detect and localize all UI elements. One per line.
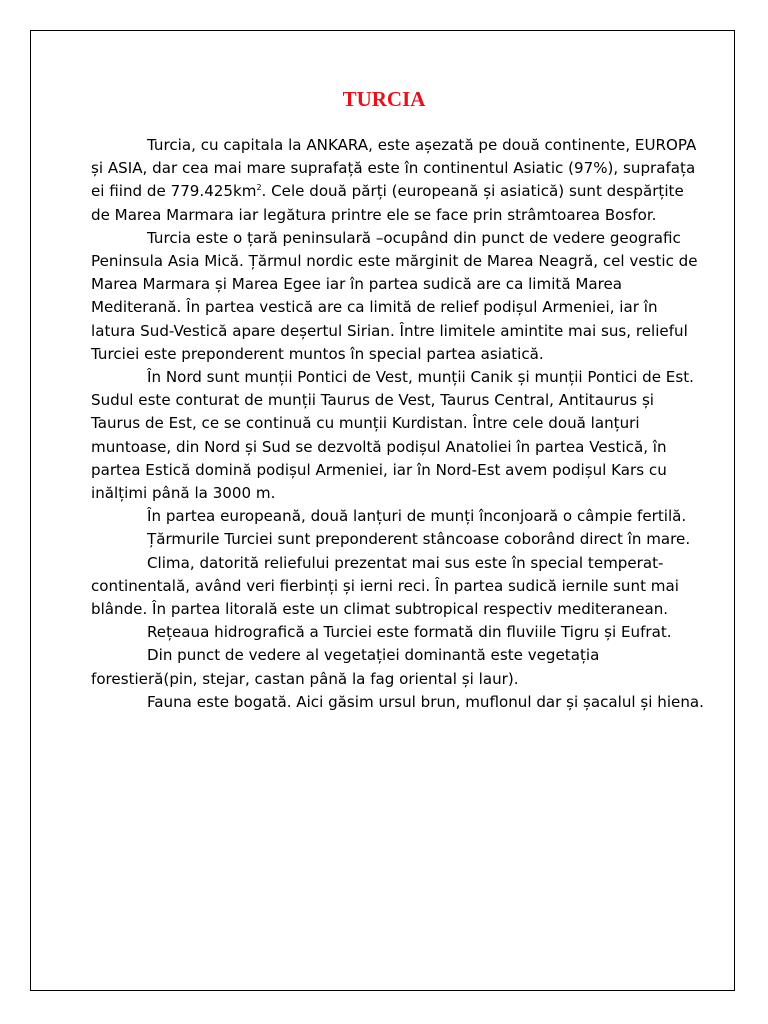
paragraph-coastline: Țărmurile Turciei sunt preponderent stâncoase coborând direct în mare. <box>147 530 691 549</box>
paragraph-mountains: În Nord sunt munții Pontici de Vest, munții Canik și munții Pontici de Est. Sudul este conturat de munții Taurus de Vest, Taurus Central, Antitaurus și Taurus de Est, ce se continuă cu munții Kurdistan. Între cele două lanțuri muntoase, din Nord și Sud se dezvoltă podișul Anatoliei în partea Vestică, în partea Estică domină podișul Armeniei, iar în Nord-Est avem podișul Kars cu inălțimi până la 3000 m. <box>91 368 694 503</box>
paragraph-vegetation: Din punct de vedere al vegetației dominantă este vegetația forestieră(pin, stejar, castan până la fag oriental și laur). <box>91 646 600 688</box>
paragraph-fauna: Fauna este bogată. Aici găsim ursul brun, muflonul dar și șacalul și hiena. <box>147 692 704 711</box>
paragraph-climate: Clima, datorită reliefului prezentat mai sus este în special temperat-continentală, având veri fierbinți și ierni reci. În partea sudică iernile sunt mai blânde. În partea litorală este un climat subtropical respectiv mediteranean. <box>91 553 679 619</box>
paragraph-borders-relief: Turcia este o țară peninsulară –ocupând din punct de vedere geografic Peninsula Asia Mică. Țărmul nordic este mărginit de Marea Neagră, cel vestic de Marea Marmara și Marea Egee iar în partea sudică are ca limită Marea Mediterană. În partea vestică are ca limită de relief podișul Armeniei, iar în latura Sud-Vestică apare deșertul Sirian. Între limitele amintite mai sus, relieful Turciei este preponderent muntos în special partea asiatică. <box>91 228 698 363</box>
paragraph-hydrography: Rețeaua hidrografică a Turciei este formată din fluviile Tigru și Eufrat. <box>147 623 672 642</box>
paragraph-area-location <box>91 134 706 227</box>
paragraph-text-tail: . Cele două părți (europeană și asiatică) sunt despărțite de Marea Marmara iar legătura printre ele se face prin strâmtoarea Bosfor. <box>91 182 684 224</box>
superscript: 2 <box>256 183 262 193</box>
document-body <box>91 134 706 714</box>
document-title: TURCIA <box>342 87 426 111</box>
paragraph-european-part: În partea europeană, două lanțuri de munți înconjoară o câmpie fertilă. <box>147 507 687 526</box>
paragraph-text: Turcia, cu capitala la ANKARA, este așezată pe două continente, EUROPA și ASIA, dar cea mai mare suprafață este în continentul Asiatic (97%), suprafața ei fiind de 779.425km <box>91 136 697 201</box>
